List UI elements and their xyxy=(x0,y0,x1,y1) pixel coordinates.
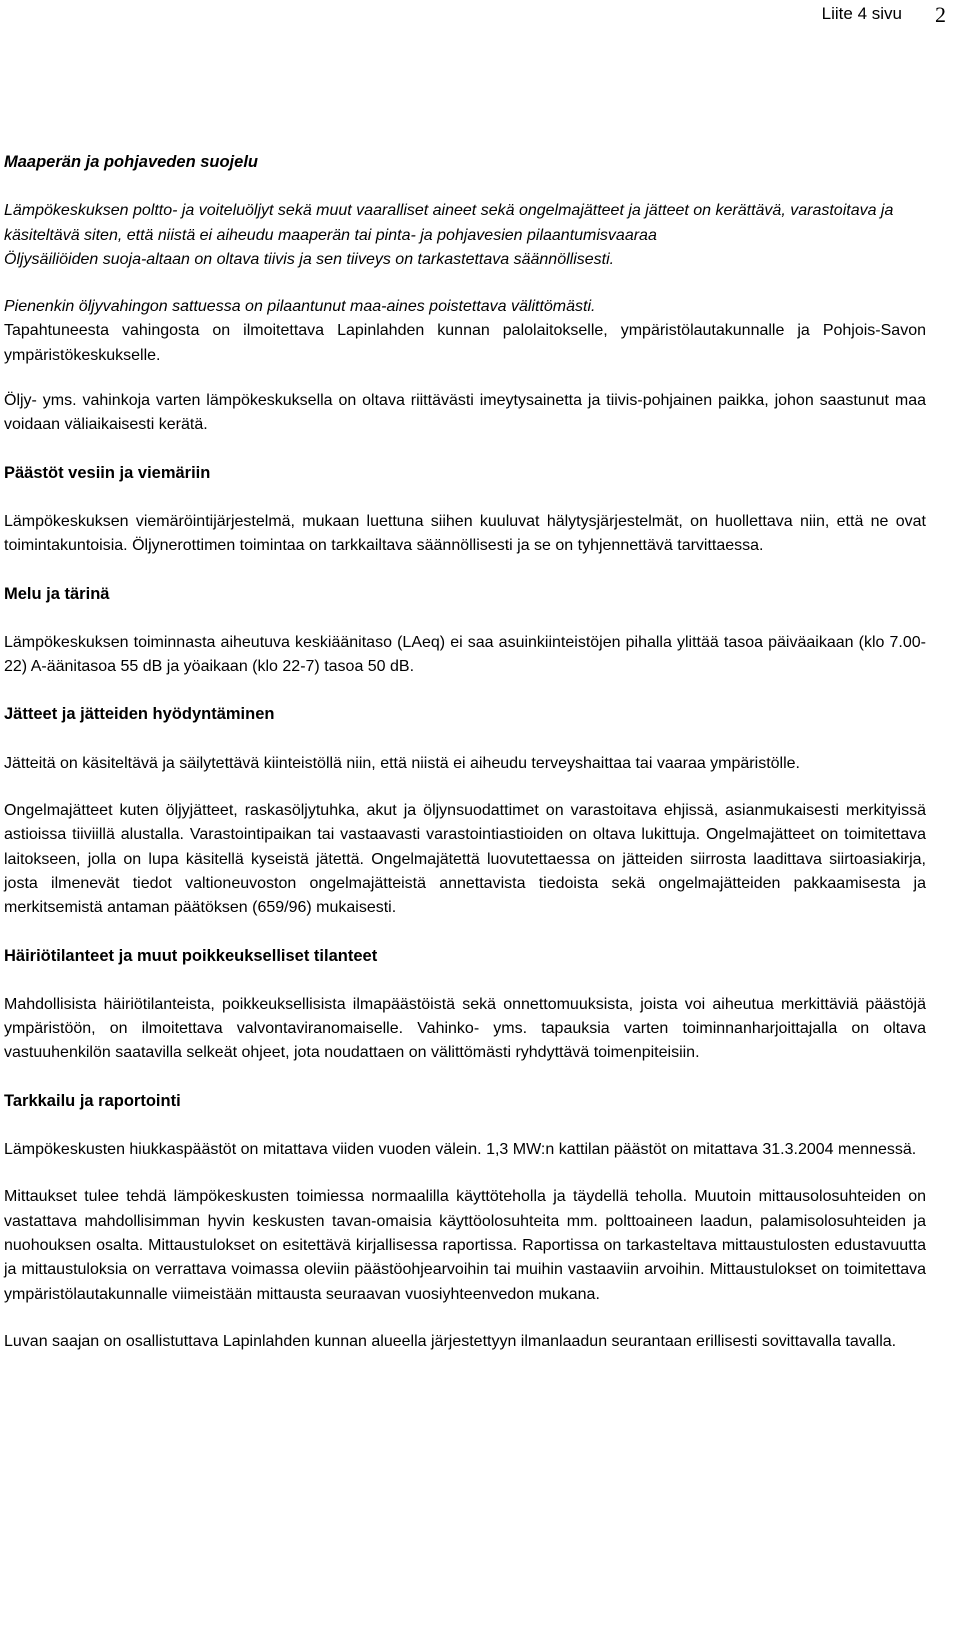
paragraph: Öljy- yms. vahinkoja varten lämpökeskuksella on oltava riittävästi imeytysainetta ja tiivis-pohjainen paikka, johon saastunut maa voidaan väliaikaisesti kerätä. xyxy=(4,392,926,434)
paragraph: Ongelmajätteet kuten öljyjätteet, raskasöljytuhka, akut ja öljynsuodattimet on varastoitava ehjissä, asianmukaisesti merkityissä astioissa tiiviillä alustalla. Varastointipaikan tai vastaavasti varastointiastioiden on oltava lukittuja. Ongelmajätteet on toimitettava laitokseen, jolla on lupa käsitellä kyseistä jätettä. Ongelmajätettä luovutettaessa on jätteiden siirrosta laadittava siirtoasiakirja, josta ilmenevät tiedot valtioneuvoston ongelmajätteistä annettavista tiedoista sekä ongelmajätteiden pakkaamisesta ja merkitsemistä antaman päätöksen (659/96) mukaisesti. xyxy=(4,802,926,917)
paragraph: Mahdollisista häiriötilanteista, poikkeuksellisista ilmapäästöistä sekä onnettomuuksista, joista voi aiheutua merkittäviä päästöjä ympäristöön, on ilmoitettava valvontaviranomaiselle. Vahinko- yms. tapauksia varten toiminnanharjoittajalla on oltava vastuuhenkilön saatavilla selkeät ohjeet, jota noudattaen on välittömästi ryhdyttävä toimenpiteisiin. xyxy=(4,995,926,1062)
appendix-page-label: Liite 4 sivu xyxy=(821,4,902,23)
section-heading-incidents: Häiriötilanteet ja muut poikkeukselliset tilanteet xyxy=(4,946,378,965)
paragraph: Lämpökeskuksen viemäröintijärjestelmä, mukaan luettuna siihen kuuluvat hälytysjärjestelmät, on huollettava niin, että ne ovat toimintakuntoisia. Öljynerottimen toimintaa on tarkkailtava säännöllisesti ja se on tyhjennettävä tarvittaessa. xyxy=(4,512,926,555)
paragraph: Lämpökeskuksen toiminnasta aiheutuva keskiäänitaso (LAeq) ei saa asuinkiinteistöjen pihalla ylittää tasoa päiväaikaan (klo 7.00-22) A-äänitasoa 55 dB ja yöaikaan (klo 22-7) tasoa 50 dB. xyxy=(4,633,926,676)
document-body xyxy=(4,150,926,1354)
paragraph: Mittaukset tulee tehdä lämpökeskusten toimiessa normaalilla käyttöteholla ja täydellä teholla. Muutoin mittausolosuhteiden on vastattava mahdollisimman hyvin keskusten tavan-omaisia käyttöolosuhteita mm. polttoaineen laadun, palamisolosuhteiden ja nuohouksen osalta. Mittaustulokset on esitettävä kirjallisessa raportissa. Raportissa on tarkasteltava mittaustulosten edustavuutta ja mittaustuloksia on verrattava voimassa oleviin päästöohjearvoihin tai muihin vastaaviin arvoihin. Mittaustulokset on toimitettava ympäristölautakunnalle viimeistään mittausta seuraavan vuosiyhteenvedon mukana. xyxy=(4,1188,926,1303)
paragraph: Jätteitä on käsiteltävä ja säilytettävä kiinteistöllä niin, että niistä ei aiheudu terveyshaittaa tai vaaraa ympäristölle. xyxy=(4,754,800,772)
section-heading-noise: Melu ja tärinä xyxy=(4,584,110,603)
section-heading-water: Päästöt vesiin ja viemäriin xyxy=(4,463,211,482)
paragraph: Pienenkin öljyvahingon sattuessa on pilaantunut maa-aines poistettava välittömästi. xyxy=(4,298,596,316)
section-heading-soil: Maaperän ja pohjaveden suojelu xyxy=(4,153,258,171)
section-heading-monitoring: Tarkkailu ja raportointi xyxy=(4,1091,181,1110)
paragraph: Tapahtuneesta vahingosta on ilmoitettava Lapinlahden kunnan palolaitokselle, ympäristölautakunnalle ja Pohjois-Savon ympäristökeskukselle. xyxy=(4,322,926,364)
paragraph: Luvan saajan on osallistuttava Lapinlahden kunnan alueella järjestettyyn ilmanlaadun seurantaan erillisesti sovittavalla tavalla. xyxy=(4,1332,897,1350)
page-number: 2 xyxy=(935,2,946,27)
paragraph: Öljysäiliöiden suoja-altaan on oltava tiivis ja sen tiiveys on tarkastettava säännöllisesti. xyxy=(4,250,615,268)
paragraph: Lämpökeskuksen poltto- ja voiteluöljyt sekä muut vaaralliset aineet sekä ongelmajätteet ja jätteet on kerättävä, varastoitava ja käsiteltävä siten, että niistä ei aiheudu maaperän tai pinta- ja pohjavesien pilaantumisvaaraa xyxy=(4,202,894,244)
paragraph: Lämpökeskusten hiukkaspäästöt on mitattava viiden vuoden välein. 1,3 MW:n kattilan päästöt on mitattava 31.3.2004 mennessä. xyxy=(4,1141,917,1159)
section-heading-waste: Jätteet ja jätteiden hyödyntäminen xyxy=(4,705,275,724)
